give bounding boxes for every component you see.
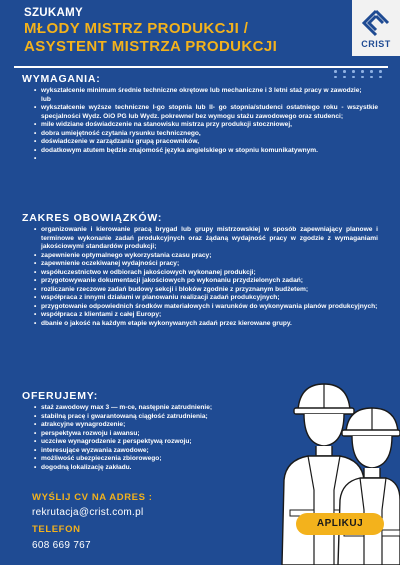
list-item: • współpraca z klientami z całej Europy; bbox=[34, 311, 162, 318]
list-item: • rozliczanie rzeczowe zadań budowy sekcji i bloków zgodnie z przyznanym budżetem; bbox=[34, 285, 309, 293]
list-item: • współuczestnictwo w odbiorach jakościowych wykonanej produkcji; bbox=[34, 268, 256, 276]
list-item: • interesujące wyzwania zawodowe; bbox=[34, 446, 149, 454]
list-item: • stabilną pracę i gwarantowaną ciągłość zatrudnienia; bbox=[34, 412, 208, 420]
requirements-list: • wykształcenie minimum średnie techniczne okrętowe lub mechaniczne i 3 letni staż pracy w zawodzie; lub • wykształcenie wyższe techniczne I-go stopnia lub II- go stopnia/studenci ostatniego roku - wszystkie specjalności Wydz. OiO PG lub Wydz. pokrewne/ bez wymogu stażu zawodowego oraz studenci; • mile widziane doświadczenie na stanowisku mistrza przy produkcji stoczniowej, • dobra umiejętność czytania rysunku technicznego, • doświadczenie w zarządzaniu grupą pracowników, • dodatkowym atutem będzie znajomość języka angielskiego w stopniu komunikatywnym. • bbox=[34, 87, 378, 162]
list-item: • współpraca z innymi działami w planowaniu realizacji zadań produkcyjnych; bbox=[34, 294, 280, 301]
list-item: • dbanie o jakość na każdym etapie wykonywanych zadań przez kierowane grupy. bbox=[34, 319, 292, 327]
offer-heading: OFERUJEMY: bbox=[22, 390, 99, 402]
apply-button[interactable]: APLIKUJ bbox=[296, 513, 384, 535]
duties-heading: ZAKRES OBOWIĄZKÓW: bbox=[22, 212, 163, 224]
requirements-section bbox=[18, 73, 378, 162]
list-item: • atrakcyjne wynagrodzenie; bbox=[34, 421, 126, 428]
list-item: • wykształcenie wyższe techniczne I-go stopnia lub II- go stopnia/studenci ostatniego roku - wszystkie specjalności Wydz. OiO PG lub Wydz. pokrewne/ bez wymogu stażu zawodowego oraz studenci; bbox=[34, 104, 378, 120]
list-item: • dodatkowym atutem będzie znajomość języka angielskiego w stopniu komunikatywnym. bbox=[34, 146, 319, 154]
list-item: • staż zawodowy max 3 — m-ce, następnie zatrudnienie; bbox=[34, 404, 213, 411]
list-item: • wykształcenie minimum średnie techniczne okrętowe lub mechaniczne i 3 letni staż pracy w zawodzie; bbox=[34, 87, 362, 94]
list-item: • mile widziane doświadczenie na stanowisku mistrza przy produkcji stoczniowej, bbox=[34, 121, 292, 128]
crist-logo bbox=[352, 0, 400, 56]
logo-text: CRIST bbox=[361, 38, 391, 49]
logo-mark-icon bbox=[359, 8, 393, 38]
email-link[interactable]: rekrutacja@crist.com.pl bbox=[32, 507, 144, 518]
list-item: • dobra umiejętność czytania rysunku technicznego, bbox=[34, 129, 201, 137]
list-item: • zapewnienie optymalnego wykorzystania czasu pracy; bbox=[34, 251, 212, 259]
top-divider bbox=[14, 66, 388, 68]
list-item: • przygotowanie odpowiednich środków materiałowych i warunków do wykonywania planów produkcyjnych; bbox=[34, 302, 378, 310]
workers-illustration bbox=[268, 370, 400, 565]
kicker: SZUKAMY bbox=[24, 7, 83, 19]
duties-section bbox=[18, 212, 378, 328]
cv-label: WYŚLIJ CV NA ADRES : bbox=[32, 492, 153, 503]
list-item: • możliwość ubezpieczenia zbiorowego; bbox=[34, 455, 162, 462]
job-title: MŁODY MISTRZ PRODUKCJI / ASYSTENT MISTRZA PRODUKCJI bbox=[24, 20, 278, 55]
list-item: lub bbox=[41, 95, 51, 103]
list-item: • uczciwe wynagrodzenie z perspektywą rozwoju; bbox=[34, 438, 192, 445]
offer-section bbox=[18, 390, 288, 472]
offer-list bbox=[34, 404, 288, 472]
list-item: • dogodną lokalizację zakładu. bbox=[34, 463, 132, 471]
list-item: • perspektywa rozwoju i awansu; bbox=[34, 429, 140, 437]
duties-list bbox=[34, 226, 378, 328]
list-item: • organizowanie i kierowanie pracą brygad lub grupy mistrzowskiej w sposób zapewniający planowe i terminowe wykonanie zadań produkcyjnych oraz żądaną wydajność pracy w zgodzie z wymaganiami jakościowymi standardów produkcji; bbox=[34, 226, 378, 250]
phone-label: TELEFON bbox=[32, 524, 81, 535]
phone-number[interactable]: 608 669 767 bbox=[32, 540, 91, 551]
list-item: • zapewnienie oczekiwanej wydajności pracy; bbox=[34, 260, 180, 267]
requirements-heading: WYMAGANIA: bbox=[22, 73, 101, 85]
list-item: • doświadczenie w zarządzaniu grupą pracowników, bbox=[34, 138, 200, 145]
list-item: • przygotowywanie dokumentacji jakościowych po wykonaniu przydzielonych zadań; bbox=[34, 277, 303, 284]
